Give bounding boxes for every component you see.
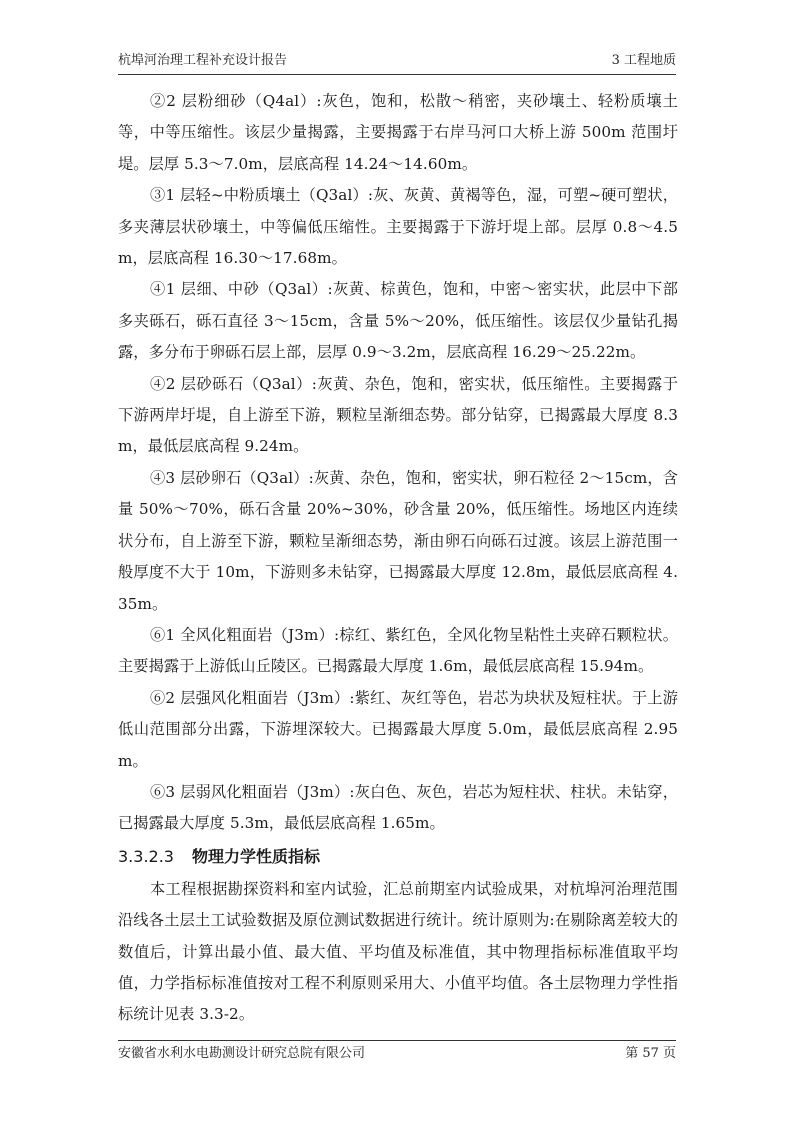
page-header (118, 51, 676, 71)
header-divider (118, 74, 676, 75)
section-heading (118, 840, 678, 874)
paragraph-layer-6-3: ⑥3 层弱风化粗面岩（J3m）:灰白色、灰色，岩芯为短柱状、柱状。未钻穿，已揭露最大厚度 5.3m，最低层底高程 1.65m。 (118, 782, 678, 833)
body-content (118, 86, 678, 1031)
section-title: 物理力学性质指标 (191, 846, 320, 866)
paragraph-statistics: 本工程根据勘探资料和室内试验，汇总前期室内试验成果，对杭埠河治理范围沿线各土层土工试验数据及原位测试数据进行统计。统计原则为:在剔除离差较大的数值后，计算出最小值、最大值、平均值及标准值，其中物理指标标准值取平均值，力学指标标准值按对工程不利原则采用大、小值平均值。各土层物理力学性指标统计见表 3.3-2。 (118, 879, 678, 1024)
paragraph-layer-4-1: ④1 层细、中砂（Q3al）:灰黄、棕黄色，饱和，中密～密实状，此层中下部多夹砾石，砾石直径 3～15cm，含量 5%～20%，低压缩性。该层仅少量钻孔揭露，多分布于卵砾石层上部，层厚 0.9～3.2m，层底高程 16.29～25.22m。 (118, 280, 678, 362)
paragraph-layer-6-1: ⑥1 全风化粗面岩（J3m）:棕红、紫红色，全风化物呈粘性土夹碎石颗粒状。主要揭露于上游低山丘陵区。已揭露最大厚度 1.6m，最低层底高程 15.94m。 (118, 625, 678, 676)
footer-page-number: 第 57 页 (625, 1046, 676, 1061)
paragraph-layer-6-2: ⑥2 层强风化粗面岩（J3m）:紫红、灰红等色，岩芯为块状及短柱状。于上游低山范围部分出露，下游埋深较大。已揭露最大厚度 5.0m，最低层底高程 2.95m。 (118, 688, 678, 770)
paragraph-layer-3-1: ③1 层轻~中粉质壤土（Q3al）:灰、灰黄、黄褐等色，湿，可塑~硬可塑状，多夹薄层状砂壤土，中等偏低压缩性。主要揭露于下游圩堤上部。层厚 0.8～4.5m，层底高程 16.30～17.68m。 (118, 186, 678, 268)
paragraph-layer-4-3: ④3 层砂卵石（Q3al）:灰黄、杂色，饱和，密实状，卵石粒径 2～15cm，含量 50%～70%，砾石含量 20%~30%，砂含量 20%，低压缩性。场地区内连续状分布，自上游至下游，颗粒呈渐细态势，渐由卵石向砾石过渡。该层上游范围一般厚度不大于 10m，下游则多未钻穿，已揭露最大厚度 12.8m，最低层底高程 4.35m。 (118, 468, 678, 613)
section-number: 3.3.2.3 (118, 846, 174, 866)
header-report-title: 杭埠河治理工程补充设计报告 (118, 53, 288, 68)
footer-divider (118, 1040, 676, 1041)
page-footer (118, 1044, 676, 1064)
paragraph-layer-4-2: ④2 层砂砾石（Q3al）:灰黄、杂色，饱和，密实状，低压缩性。主要揭露于下游两岸圩堤，自上游至下游，颗粒呈渐细态势。部分钻穿，已揭露最大厚度 8.3m，最低层底高程 9.24m。 (118, 374, 678, 456)
header-chapter: 3 工程地质 (611, 53, 676, 68)
footer-organization: 安徽省水利水电勘测设计研究总院有限公司 (118, 1046, 366, 1061)
paragraph-layer-2-2: ②2 层粉细砂（Q4al）:灰色，饱和，松散～稍密，夹砂壤土、轻粉质壤土等，中等压缩性。该层少量揭露，主要揭露于右岸马河口大桥上游 500m 范围圩堤。层厚 5.3～7.0m，层底高程 14.24～14.60m。 (118, 92, 678, 173)
